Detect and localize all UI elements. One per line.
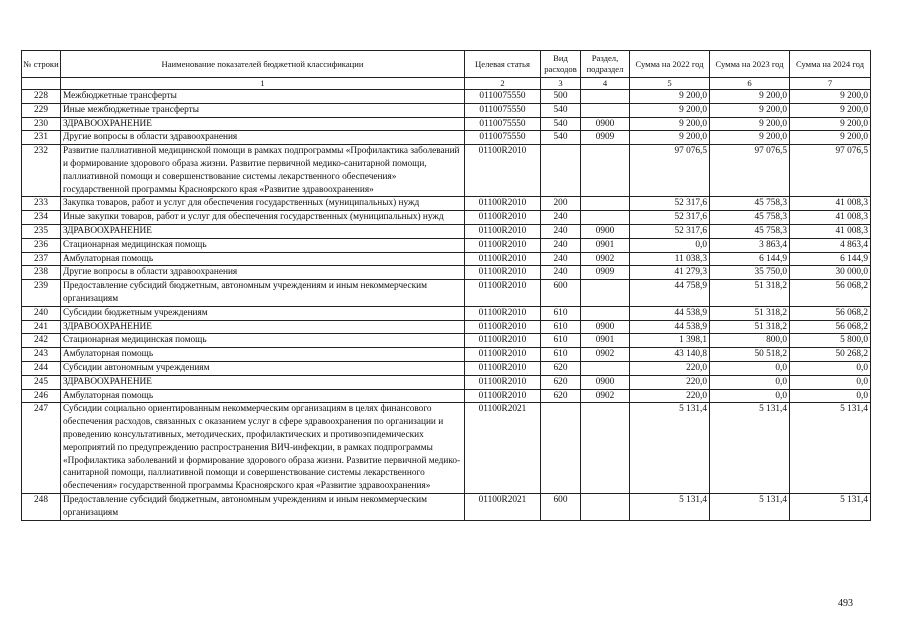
- row-sum-2022: 11 038,3: [630, 252, 710, 266]
- row-name: Иные закупки товаров, работ и услуг для обеспечения государственных (муниципальных) нужд: [61, 211, 465, 225]
- row-sum-2024: 0,0: [790, 361, 871, 375]
- row-section: 0900: [581, 320, 630, 334]
- row-sum-2023: 45 758,3: [710, 224, 790, 238]
- header-row: [22, 51, 871, 78]
- header-sum-2023: Сумма на 2023 год: [710, 51, 790, 78]
- row-number: 242: [22, 334, 61, 348]
- row-number: 229: [22, 103, 61, 117]
- row-target: 01100R2021: [465, 493, 541, 520]
- row-target: 0110075550: [465, 90, 541, 104]
- table-row: [22, 320, 871, 334]
- row-target: 01100R2010: [465, 197, 541, 211]
- row-type: 620: [541, 361, 581, 375]
- row-sum-2024: 0,0: [790, 375, 871, 389]
- row-target: 0110075550: [465, 117, 541, 131]
- row-sum-2024: 5 131,4: [790, 403, 871, 494]
- row-number: 236: [22, 238, 61, 252]
- table-row: [22, 306, 871, 320]
- row-target: 01100R2010: [465, 389, 541, 403]
- row-section: [581, 361, 630, 375]
- row-sum-2023: 0,0: [710, 389, 790, 403]
- row-type: [541, 403, 581, 494]
- header-row-no: № строки: [22, 51, 61, 78]
- row-type: 240: [541, 266, 581, 280]
- row-sum-2023: 800,0: [710, 334, 790, 348]
- row-type: 600: [541, 493, 581, 520]
- row-sum-2024: 9 200,0: [790, 131, 871, 145]
- table-row: [22, 90, 871, 104]
- row-name: Стационарная медицинская помощь: [61, 238, 465, 252]
- row-target: 01100R2010: [465, 306, 541, 320]
- row-name: Амбулаторная помощь: [61, 389, 465, 403]
- row-sum-2024: 4 863,4: [790, 238, 871, 252]
- row-type: 610: [541, 334, 581, 348]
- row-target: 01100R2021: [465, 403, 541, 494]
- row-sum-2024: 5 800,0: [790, 334, 871, 348]
- row-section: 0900: [581, 375, 630, 389]
- table-row: [22, 334, 871, 348]
- row-name: Межбюджетные трансферты: [61, 90, 465, 104]
- row-name: ЗДРАВООХРАНЕНИЕ: [61, 320, 465, 334]
- row-sum-2024: 41 008,3: [790, 197, 871, 211]
- column-number: 6: [710, 78, 790, 90]
- row-sum-2022: 220,0: [630, 375, 710, 389]
- header-target: Целевая статья: [465, 51, 541, 78]
- row-section: 0900: [581, 224, 630, 238]
- row-sum-2023: 5 131,4: [710, 403, 790, 494]
- row-sum-2024: 56 068,2: [790, 306, 871, 320]
- column-number: 1: [61, 78, 465, 90]
- table-body: [22, 90, 871, 521]
- row-section: [581, 211, 630, 225]
- table-row: [22, 375, 871, 389]
- row-section: [581, 145, 630, 197]
- row-sum-2024: 0,0: [790, 389, 871, 403]
- row-sum-2022: 44 538,9: [630, 320, 710, 334]
- row-target: 01100R2010: [465, 348, 541, 362]
- row-sum-2022: 0,0: [630, 238, 710, 252]
- row-sum-2022: 52 317,6: [630, 224, 710, 238]
- row-sum-2022: 9 200,0: [630, 90, 710, 104]
- row-type: 500: [541, 90, 581, 104]
- row-name: ЗДРАВООХРАНЕНИЕ: [61, 117, 465, 131]
- row-number: 240: [22, 306, 61, 320]
- row-sum-2023: 0,0: [710, 361, 790, 375]
- table-row: [22, 211, 871, 225]
- header-type: Вид расходов: [541, 51, 581, 78]
- row-name: Предоставление субсидий бюджетным, автономным учреждениям и иным некоммерческим организациям: [61, 493, 465, 520]
- table-row: [22, 238, 871, 252]
- table-row: [22, 224, 871, 238]
- row-sum-2022: 220,0: [630, 361, 710, 375]
- table-row: [22, 389, 871, 403]
- header-sum-2022: Сумма на 2022 год: [630, 51, 710, 78]
- row-name: Предоставление субсидий бюджетным, автономным учреждениям и иным некоммерческим организациям: [61, 280, 465, 307]
- row-number: 244: [22, 361, 61, 375]
- row-sum-2024: 41 008,3: [790, 224, 871, 238]
- row-sum-2024: 6 144,9: [790, 252, 871, 266]
- row-number: 248: [22, 493, 61, 520]
- row-type: 610: [541, 348, 581, 362]
- row-sum-2024: 5 131,4: [790, 493, 871, 520]
- row-sum-2023: 6 144,9: [710, 252, 790, 266]
- table-row: [22, 403, 871, 494]
- row-number: 245: [22, 375, 61, 389]
- row-target: 01100R2010: [465, 320, 541, 334]
- row-section: 0901: [581, 238, 630, 252]
- table-row: [22, 117, 871, 131]
- column-number: 3: [541, 78, 581, 90]
- row-target: 01100R2010: [465, 280, 541, 307]
- table-row: [22, 197, 871, 211]
- row-name: Субсидии социально ориентированным некоммерческим организациям в целях финансового обеспечения расходов, связанных с оказанием услуг в сфере здравоохранения по организации и проведению консультативных, методических, профилактических и противоэпидемических мероприятий по предупреждению распространения ВИЧ-инфекции, в рамках подпрограммы «Профилактика заболеваний и формирование здорового образа жизни. Развитие первичной медико-санитарной помощи, паллиативной помощи и совершенствование системы лекарственного обеспечения» государственной программы Красноярского края «Развитие здравоохранения»: [61, 403, 465, 494]
- row-name: ЗДРАВООХРАНЕНИЕ: [61, 224, 465, 238]
- row-sum-2024: 97 076,5: [790, 145, 871, 197]
- row-sum-2023: 51 318,2: [710, 320, 790, 334]
- table-row: [22, 280, 871, 307]
- table-row: [22, 266, 871, 280]
- row-type: 200: [541, 197, 581, 211]
- row-name: Другие вопросы в области здравоохранения: [61, 266, 465, 280]
- row-name: Иные межбюджетные трансферты: [61, 103, 465, 117]
- row-number: 238: [22, 266, 61, 280]
- row-target: 01100R2010: [465, 266, 541, 280]
- row-sum-2022: 41 279,3: [630, 266, 710, 280]
- table-row: [22, 252, 871, 266]
- row-sum-2022: 97 076,5: [630, 145, 710, 197]
- column-number: 2: [465, 78, 541, 90]
- row-sum-2022: 9 200,0: [630, 131, 710, 145]
- row-sum-2022: 5 131,4: [630, 403, 710, 494]
- row-target: 0110075550: [465, 131, 541, 145]
- row-name: Закупка товаров, работ и услуг для обеспечения государственных (муниципальных) нужд: [61, 197, 465, 211]
- row-number: 241: [22, 320, 61, 334]
- column-number: [22, 78, 61, 90]
- row-section: [581, 306, 630, 320]
- header-name: Наименование показателей бюджетной классификации: [61, 51, 465, 78]
- row-section: 0909: [581, 131, 630, 145]
- row-name: Амбулаторная помощь: [61, 348, 465, 362]
- row-section: [581, 280, 630, 307]
- row-section: [581, 403, 630, 494]
- budget-classification-table: [21, 50, 871, 521]
- row-target: 01100R2010: [465, 252, 541, 266]
- row-sum-2023: 9 200,0: [710, 90, 790, 104]
- row-section: [581, 493, 630, 520]
- row-type: 240: [541, 224, 581, 238]
- row-sum-2022: 44 758,9: [630, 280, 710, 307]
- row-sum-2023: 50 518,2: [710, 348, 790, 362]
- row-target: 0110075550: [465, 103, 541, 117]
- row-target: 01100R2010: [465, 361, 541, 375]
- row-name: Другие вопросы в области здравоохранения: [61, 131, 465, 145]
- row-name: ЗДРАВООХРАНЕНИЕ: [61, 375, 465, 389]
- row-sum-2022: 220,0: [630, 389, 710, 403]
- row-name: Субсидии бюджетным учреждениям: [61, 306, 465, 320]
- column-number: 7: [790, 78, 871, 90]
- row-target: 01100R2010: [465, 211, 541, 225]
- row-type: 540: [541, 117, 581, 131]
- row-sum-2023: 9 200,0: [710, 131, 790, 145]
- row-sum-2023: 35 750,0: [710, 266, 790, 280]
- row-number: 235: [22, 224, 61, 238]
- row-name: Субсидии автономным учреждениям: [61, 361, 465, 375]
- row-sum-2024: 9 200,0: [790, 117, 871, 131]
- table-row: [22, 131, 871, 145]
- table-row: [22, 145, 871, 197]
- row-target: 01100R2010: [465, 334, 541, 348]
- header-section: Раздел, подраздел: [581, 51, 630, 78]
- row-section: 0909: [581, 266, 630, 280]
- row-sum-2024: 9 200,0: [790, 103, 871, 117]
- row-name: Амбулаторная помощь: [61, 252, 465, 266]
- row-type: 610: [541, 320, 581, 334]
- row-number: 232: [22, 145, 61, 197]
- table-row: [22, 361, 871, 375]
- row-sum-2023: 51 318,2: [710, 306, 790, 320]
- row-sum-2023: 0,0: [710, 375, 790, 389]
- column-number: 5: [630, 78, 710, 90]
- row-number: 228: [22, 90, 61, 104]
- row-type: 240: [541, 211, 581, 225]
- table-row: [22, 348, 871, 362]
- row-number: 233: [22, 197, 61, 211]
- row-sum-2022: 52 317,6: [630, 211, 710, 225]
- row-sum-2024: 56 068,2: [790, 280, 871, 307]
- row-sum-2023: 45 758,3: [710, 211, 790, 225]
- row-sum-2022: 9 200,0: [630, 103, 710, 117]
- row-number: 246: [22, 389, 61, 403]
- row-type: [541, 145, 581, 197]
- row-section: 0902: [581, 252, 630, 266]
- row-target: 01100R2010: [465, 375, 541, 389]
- row-section: [581, 90, 630, 104]
- row-sum-2024: 30 000,0: [790, 266, 871, 280]
- row-sum-2023: 45 758,3: [710, 197, 790, 211]
- row-sum-2022: 5 131,4: [630, 493, 710, 520]
- row-section: 0902: [581, 389, 630, 403]
- table-row: [22, 103, 871, 117]
- row-section: 0902: [581, 348, 630, 362]
- row-number: 239: [22, 280, 61, 307]
- row-type: 540: [541, 131, 581, 145]
- row-sum-2023: 51 318,2: [710, 280, 790, 307]
- row-target: 01100R2010: [465, 145, 541, 197]
- row-sum-2022: 43 140,8: [630, 348, 710, 362]
- row-sum-2022: 44 538,9: [630, 306, 710, 320]
- row-name: Развитие паллиативной медицинской помощи в рамках подпрограммы «Профилактика заболеваний и формирование здорового образа жизни. Развитие первичной медико-санитарной помощи, паллиативной помощи и совершенствование системы лекарственного обеспечения» государственной программы Красноярского края «Развитие здравоохранения»: [61, 145, 465, 197]
- column-number-row: [22, 78, 871, 90]
- row-type: 240: [541, 252, 581, 266]
- row-sum-2023: 5 131,4: [710, 493, 790, 520]
- row-type: 600: [541, 280, 581, 307]
- row-sum-2023: 3 863,4: [710, 238, 790, 252]
- table-row: [22, 493, 871, 520]
- row-type: 620: [541, 389, 581, 403]
- row-section: [581, 197, 630, 211]
- row-type: 620: [541, 375, 581, 389]
- row-type: 540: [541, 103, 581, 117]
- row-sum-2024: 41 008,3: [790, 211, 871, 225]
- row-section: 0900: [581, 117, 630, 131]
- row-number: 243: [22, 348, 61, 362]
- row-number: 237: [22, 252, 61, 266]
- row-section: [581, 103, 630, 117]
- row-type: 240: [541, 238, 581, 252]
- row-sum-2022: 9 200,0: [630, 117, 710, 131]
- row-number: 231: [22, 131, 61, 145]
- row-section: 0901: [581, 334, 630, 348]
- page-number: 493: [838, 598, 853, 609]
- row-sum-2024: 9 200,0: [790, 90, 871, 104]
- row-sum-2024: 56 068,2: [790, 320, 871, 334]
- header-sum-2024: Сумма на 2024 год: [790, 51, 871, 78]
- row-target: 01100R2010: [465, 238, 541, 252]
- row-type: 610: [541, 306, 581, 320]
- row-sum-2023: 9 200,0: [710, 117, 790, 131]
- row-sum-2022: 52 317,6: [630, 197, 710, 211]
- row-sum-2023: 97 076,5: [710, 145, 790, 197]
- row-sum-2024: 50 268,2: [790, 348, 871, 362]
- row-sum-2022: 1 398,1: [630, 334, 710, 348]
- column-number: 4: [581, 78, 630, 90]
- row-name: Стационарная медицинская помощь: [61, 334, 465, 348]
- row-target: 01100R2010: [465, 224, 541, 238]
- row-number: 247: [22, 403, 61, 494]
- row-sum-2023: 9 200,0: [710, 103, 790, 117]
- row-number: 234: [22, 211, 61, 225]
- row-number: 230: [22, 117, 61, 131]
